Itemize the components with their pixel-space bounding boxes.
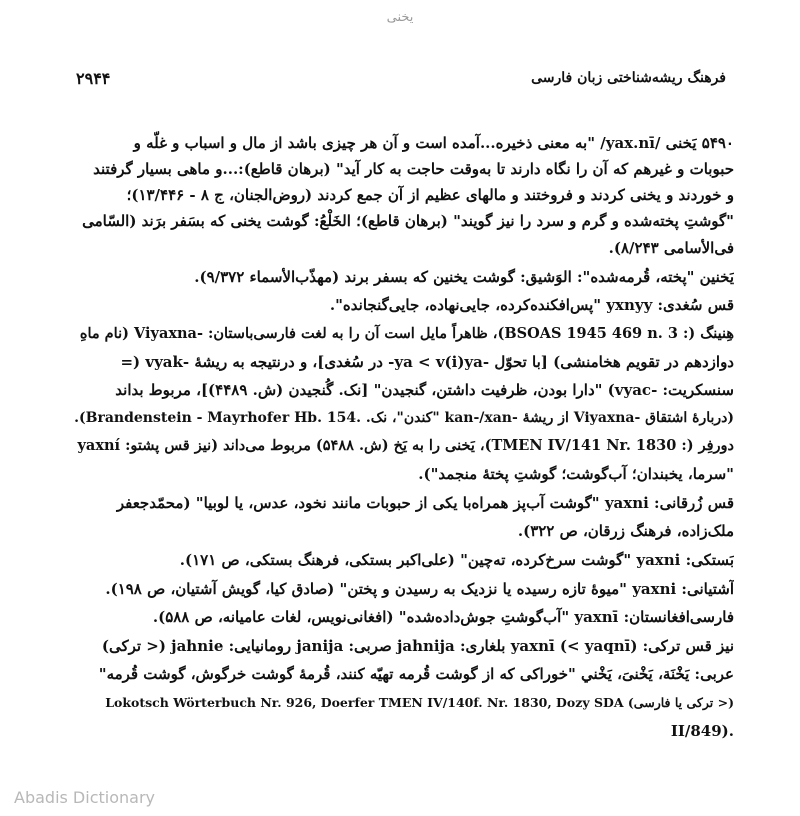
entry-line-20: عربی: یَخْنَة، یَخْنیَ، یَخْني "خوراکی که از گوشت قُرمه تهیّه کنند، قُرمهٔ گوشت خرگوش، گوشت قُرمه" <box>98 665 734 683</box>
page-number: ۲۹۴۴ <box>76 68 111 88</box>
entry-line-10: سنسکریت: -vyac) "دارا بودن، ظرفیت داشتن، گنجیدن" [نک. گُنجیدن (ش. ۴۴۸۹)]، مربوط بداند <box>115 381 734 399</box>
book-title: فرهنگ ریشه‌شناختی زبان فارسی <box>531 70 726 86</box>
entry-line-5: فی‌الأسامی ۸/۲۴۳). <box>608 239 734 257</box>
entry-line-9: دوازدهم در تقویم هخامنشی) [با تحوّل -ya < v(i)ya- در سُغدی]، و درنتیجه به ریشهٔ -vyak (= <box>120 353 734 371</box>
watermark: Abadis Dictionary <box>14 788 155 807</box>
page-header <box>76 66 726 90</box>
entry-line-22: .(II/849 <box>670 722 734 740</box>
entry-line-7: قس سُغدی: yxnyy "پس‌افکنده‌کرده، جایی‌نهاده، جایی‌گنجانده". <box>329 296 734 314</box>
entry-line-19: نیز قس ترکی: yaxnī (< yaqnī) بلغاری: jahnija صربی: janija رومانیایی: jahnie (< ترکی) <box>101 637 734 655</box>
entry-line-13: "سرما، یخبندان؛ آب‌گوشت؛ گوشتِ پختهٔ منجمد"). <box>418 465 734 483</box>
entry-line-2: حبوبات و غیرهم که آن را نگاه دارند تا به‌وقت حاجت به کار آید" (برهان قاطع):...و ماهی بسیار گرفتند <box>93 160 734 178</box>
entry-line-12: دورفِر (: TMEN IV/141 Nr. 1830)، یَخنی را به یَخ (ش. ۵۴۸۸) مربوط می‌داند (نیز قس پشتو: yaxní <box>77 437 734 454</box>
search-term-title: یخنی <box>386 10 414 25</box>
entry-line-21: (< ترکی یا فارسی) Lokotsch Wörterbuch Nr. 926, Doerfer TMEN IV/140f. Nr. 1830, Dozy SDA <box>105 695 734 710</box>
entry-line-18: فارسی‌افغانستان: yaxnī "آب‌گوشتِ جوش‌داده‌شده" (افغانی‌نویس، لغات عامیانه، ص ۵۸۸). <box>152 608 734 626</box>
entry-line-14: قس زُرقانی: yaxni "گوشت آب‌پز همراه‌با یکی از حبوبات مانند نخود، عدس، یا لوبیا" (محمّدجعفر <box>116 494 734 512</box>
entry-line-15: ملک‌زاده، فرهنگ زرقان، ص ۳۲۲). <box>517 522 734 540</box>
entry-line-6: یَخنین "پخته، قُرمه‌شده": الوَشیق: گوشت یخنین که بسفر برند (مهذّب‌الأسماء ۹/۳۷۲). <box>194 268 734 286</box>
entry-line-11: (دربارهٔ اشتقاق -Viyaxna از ریشهٔ -kan-/xan "کندن"، نک. .Brandenstein - Mayrhofer Hb. 154). <box>74 410 734 426</box>
entry-line-8: هِنینگ (: 3 .BSOAS 1945 469 n)، ظاهراً مایل است آن را به لغت فارسی‌باستان: -Viyaxna (نام ماهِ <box>79 325 734 342</box>
entry-line-16: بَستکی: yaxni "گوشت سرخ‌کرده، ته‌چین" (علی‌اکبر بستکی، فرهنگ بستکی، ص ۱۷۱). <box>179 551 734 569</box>
entry-line-4: "گوشتِ پخته‌شده و گرم و سرد را نیز گویند" (برهان قاطع)؛ الخَلْعُ: گوشت یخنی که بسَفر برَند (السّامی <box>82 212 734 230</box>
entry-line-1: ۵۴۹۰ یَخنی /yax.nī/ "به معنی ذخیره...آمده است و آن هر چیزی باشد از مال و اسباب و غلّه و <box>133 134 734 152</box>
entry-line-3: و خوردند و یخنی کردند و فروختند و مالهای عظیم از آن جمع کردند (روض‌الجنان، ج ۸ - ۱۳/۴۴۶)؛ <box>126 186 734 204</box>
entry-line-17: آشتیانی: yaxni "میوهٔ تازه رسیده یا نزدیک به رسیدن و پختن" (صادق کیا، گویش آشتیان، ص ۱۹۸). <box>105 580 734 598</box>
